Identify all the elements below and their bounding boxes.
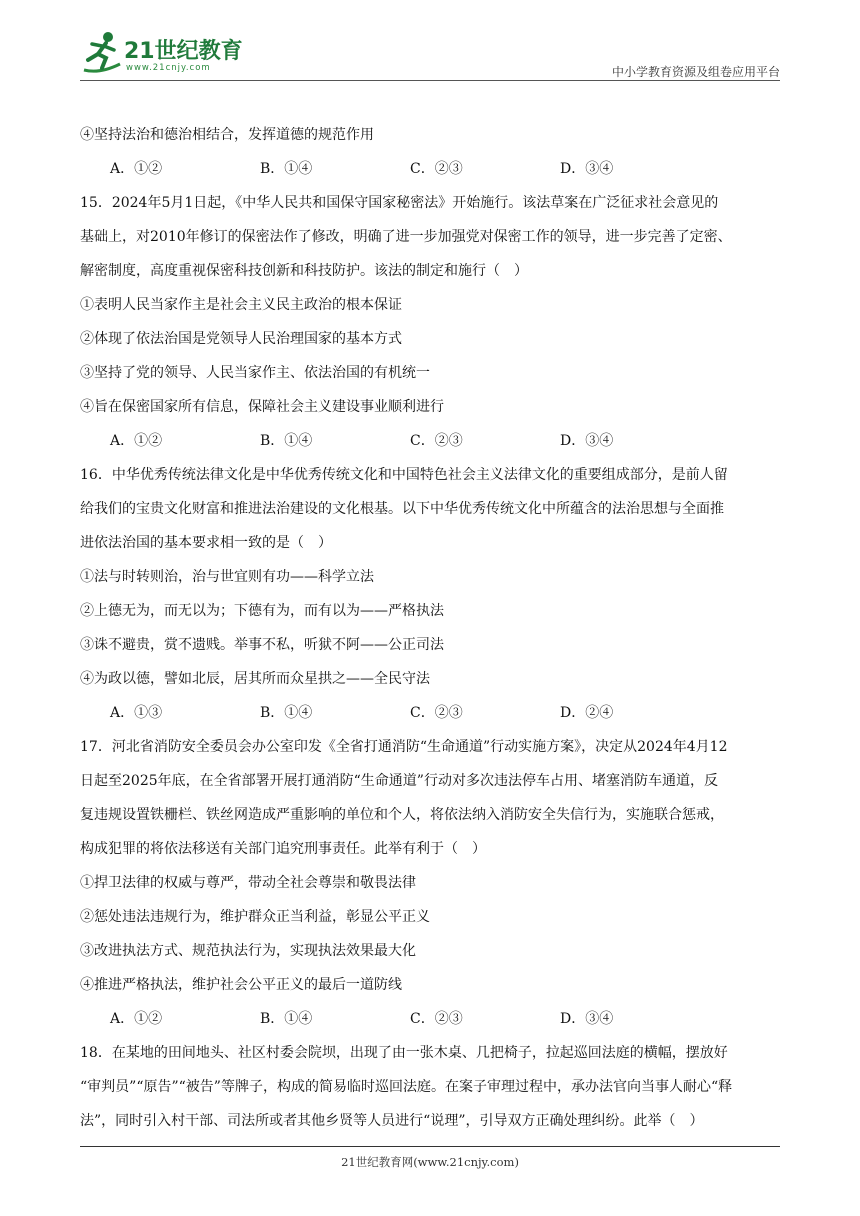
answer-option: A．①③	[110, 705, 163, 721]
answer-option: C．②③	[410, 705, 463, 721]
text-line: 日起至2025年底，在全省部署开展打通消防“生命通道”行动对多次违法停车占用、堵塞消防车通道，反	[80, 773, 718, 789]
text-line: ④旨在保密国家所有信息，保障社会主义建设事业顺利进行	[80, 399, 444, 415]
logo-text: 21世纪教育	[124, 39, 243, 64]
answer-option: C．②③	[410, 1011, 463, 1027]
logo-url: www.21cnjy.com	[126, 63, 211, 73]
answer-option: A．①②	[110, 433, 163, 449]
text-line: ④坚持法治和德治相结合，发挥道德的规范作用	[80, 127, 374, 143]
text-line: “审判员”“原告”“被告”等牌子，构成的简易临时巡回法庭。在案子审理过程中，承办法官向当事人耐心“释	[80, 1079, 733, 1095]
answer-option: B．①④	[260, 433, 313, 449]
answer-options	[80, 1002, 780, 1036]
header-divider	[80, 80, 780, 81]
text-line: 基础上，对2010年修订的保密法作了修改，明确了进一步加强党对保密工作的领导，进一步完善了定密、	[80, 229, 732, 245]
text-line: 16．中华优秀传统法律文化是中华优秀传统文化和中国特色社会主义法律文化的重要组成部分，是前人留	[80, 467, 728, 483]
logo	[80, 30, 260, 78]
footer-text: 21世纪教育网(www.21cnjy.com)	[341, 1155, 519, 1169]
text-line: ④推进严格执法，维护社会公平正义的最后一道防线	[80, 977, 402, 993]
text-line: 复违规设置铁栅栏、铁丝网造成严重影响的单位和个人，将依法纳入消防安全失信行为，实施联合惩戒，	[80, 807, 724, 823]
answer-option: D．②④	[560, 705, 614, 721]
answer-option: D．③④	[560, 1011, 614, 1027]
text-line: 18．在某地的田间地头、社区村委会院坝，出现了由一张木桌、几把椅子，拉起巡回法庭的横幅，摆放好	[80, 1045, 728, 1061]
answer-option: A．①②	[110, 161, 163, 177]
text-line: ④为政以德，譬如北辰，居其所而众星拱之——全民守法	[80, 671, 430, 687]
text-line: ①捍卫法律的权威与尊严，带动全社会尊崇和敬畏法律	[80, 875, 416, 891]
answer-options	[80, 424, 780, 458]
answer-option: C．②③	[410, 161, 463, 177]
page-header	[80, 30, 780, 82]
answer-option: A．①②	[110, 1011, 163, 1027]
text-line: ③坚持了党的领导、人民当家作主、依法治国的有机统一	[80, 365, 430, 381]
text-line: ③诛不避贵，赏不遗贱。举事不私，听狱不阿——公正司法	[80, 637, 444, 653]
text-line: 给我们的宝贵文化财富和推进法治建设的文化根基。以下中华优秀传统文化中所蕴含的法治思想与全面推	[80, 501, 724, 517]
answer-option: B．①④	[260, 705, 313, 721]
answer-options	[80, 696, 780, 730]
text-line: ②惩处违法违规行为，维护群众正当利益，彰显公平正义	[80, 909, 430, 925]
answer-option: D．③④	[560, 161, 614, 177]
footer-divider	[80, 1146, 780, 1147]
text-line: 15．2024年5月1日起，《中华人民共和国保守国家秘密法》开始施行。该法草案在广泛征求社会意见的	[80, 195, 719, 211]
text-line: 17．河北省消防安全委员会办公室印发《全省打通消防“生命通道”行动实施方案》，决定从2024年4月12	[80, 739, 728, 755]
text-line: 解密制度，高度重视保密科技创新和科技防护。该法的制定和施行（ ）	[80, 263, 528, 279]
text-line: ②上德无为，而无以为；下德有为，而有以为——严格执法	[80, 603, 444, 619]
answer-options	[80, 152, 780, 186]
answer-option: B．①④	[260, 161, 313, 177]
text-line: ③改进执法方式、规范执法行为，实现执法效果最大化	[80, 943, 416, 959]
document-body	[80, 118, 780, 1138]
text-line: ①法与时转则治，治与世宜则有功——科学立法	[80, 569, 374, 585]
text-line: ②体现了依法治国是党领导人民治理国家的基本方式	[80, 331, 402, 347]
answer-option: D．③④	[560, 433, 614, 449]
text-line: ①表明人民当家作主是社会主义民主政治的根本保证	[80, 297, 402, 313]
answer-option: C．②③	[410, 433, 463, 449]
answer-option: B．①④	[260, 1011, 313, 1027]
platform-name: 中小学教育资源及组卷应用平台	[611, 65, 780, 79]
text-line: 进依法治国的基本要求相一致的是（ ）	[80, 535, 332, 551]
runner-icon	[80, 30, 124, 76]
text-line: 构成犯罪的将依法移送有关部门追究刑事责任。此举有利于（ ）	[80, 841, 486, 857]
text-line: 法”，同时引入村干部、司法所或者其他乡贤等人员进行“说理”，引导双方正确处理纠纷。此举（ ）	[80, 1113, 704, 1129]
